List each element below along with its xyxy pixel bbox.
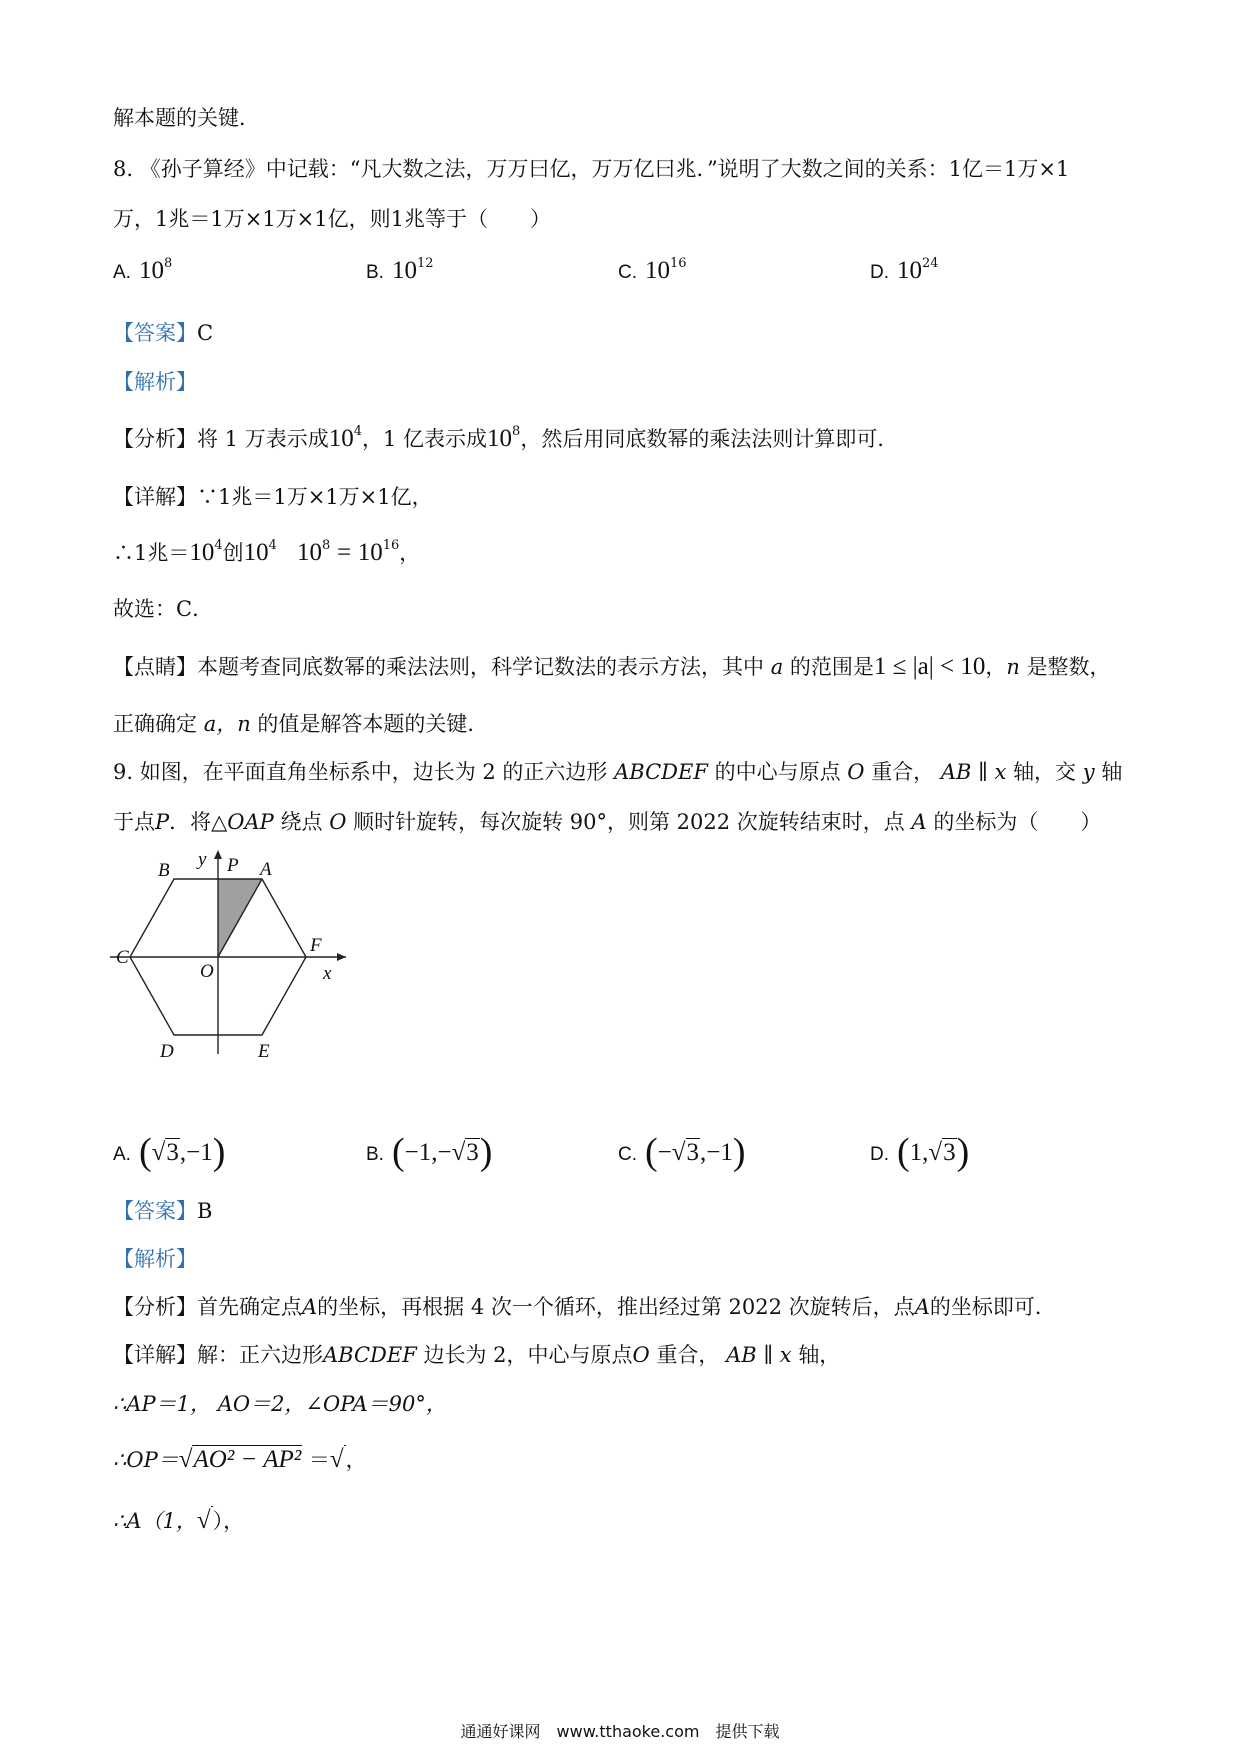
q8-choose: 故选：C． xyxy=(113,597,214,621)
q9-answer: 【答案】B xyxy=(113,1199,213,1223)
q8-stem-line2: 万，1兆＝1万×1万×1亿，则1兆等于（ ） xyxy=(113,207,551,231)
q8-detail: 【详解】∵1兆＝1万×1万×1亿， xyxy=(113,485,433,509)
q9-stem-line1: 9. 如图，在平面直角坐标系中，边长为 2 的正六边形 ABCDEF 的中心与原点 O 重合， AB ∥ x 轴，交 y 轴 xyxy=(113,760,1123,784)
q8-option-c: C. $10^{16}$ xyxy=(618,256,687,284)
q9-analysis: 【分析】首先确定点A的坐标，再根据 4 次一个循环，推出经过第 2022 次旋转后，点A的坐标即可． xyxy=(113,1295,1056,1319)
q9-stem-line2: 于点P．将△OAP 绕点 O 顺时针旋转，每次旋转 90°，则第 2022 次旋转结束时，点 A 的坐标为（ ） xyxy=(113,810,1102,834)
q8-analysis: 【分析】将 1 万表示成$10^4$，1 亿表示成$10^8$，然后用同底数幂的乘法法则计算即可． xyxy=(113,424,899,452)
q8-calc: ∴1兆$=10^4$创$10^4$ $10^8 = 10^{16}$， xyxy=(113,538,421,566)
q8-comment: 【点睛】本题考查同底数幂的乘法法则，科学记数法的表示方法，其中 a 的范围是1 ≤ |a| < 10，n 是整数， xyxy=(113,653,1111,680)
hexagon-figure xyxy=(108,845,368,1070)
y-axis-arrow xyxy=(214,850,222,859)
label-O: O xyxy=(200,961,214,982)
q9-step1: ∴AP＝1， AO＝2，∠OPA＝90°， xyxy=(113,1392,447,1416)
q8-option-b: B. $10^{12}$ xyxy=(366,256,434,284)
label-A: A xyxy=(260,859,272,880)
q8-jiexi-tag: 【解析】 xyxy=(113,370,197,394)
q9-option-d: D. (1,√3) xyxy=(870,1131,970,1173)
label-C: C xyxy=(116,947,129,968)
label-E: E xyxy=(258,1041,270,1062)
q9-step2: ∴OP＝√AO² − AP² ＝√， xyxy=(113,1446,367,1473)
hexagon-diagram xyxy=(108,845,368,1065)
q9-option-a: A. (√3,−1) xyxy=(113,1131,226,1173)
q9-option-c: C. (−√3,−1) xyxy=(618,1131,746,1173)
label-x: x xyxy=(323,963,332,984)
q8-stem-line1: 8. 《孙子算经》中记载：“凡大数之法，万万曰亿，万万亿曰兆．”说明了大数之间的关系：1亿＝1万×1 xyxy=(113,157,1070,181)
label-y: y xyxy=(198,849,207,870)
label-P: P xyxy=(227,855,239,876)
q9-detail: 【详解】解：正六边形ABCDEF 边长为 2，中心与原点O 重合， AB ∥ x 轴， xyxy=(113,1343,841,1367)
label-D: D xyxy=(160,1041,174,1062)
text-line: 解本题的关键． xyxy=(113,106,260,130)
label-F: F xyxy=(310,935,322,956)
label-B: B xyxy=(158,860,170,881)
q9-step3: ∴A（1，√）， xyxy=(113,1507,245,1534)
q9-jiexi-tag: 【解析】 xyxy=(113,1247,197,1271)
q9-option-b: B. (−1,−√3) xyxy=(366,1131,493,1173)
q8-comment-line2: 正确确定 a，n 的值是解答本题的关键． xyxy=(113,712,489,736)
x-axis-arrow xyxy=(337,953,346,961)
q8-option-d: D. $10^{24}$ xyxy=(870,256,939,284)
q8-option-a: A. $10^8$ xyxy=(113,256,173,284)
page-footer: 通通好课网 www.tthaoke.com 提供下载 xyxy=(460,1722,780,1741)
q8-answer: 【答案】C xyxy=(113,321,214,345)
